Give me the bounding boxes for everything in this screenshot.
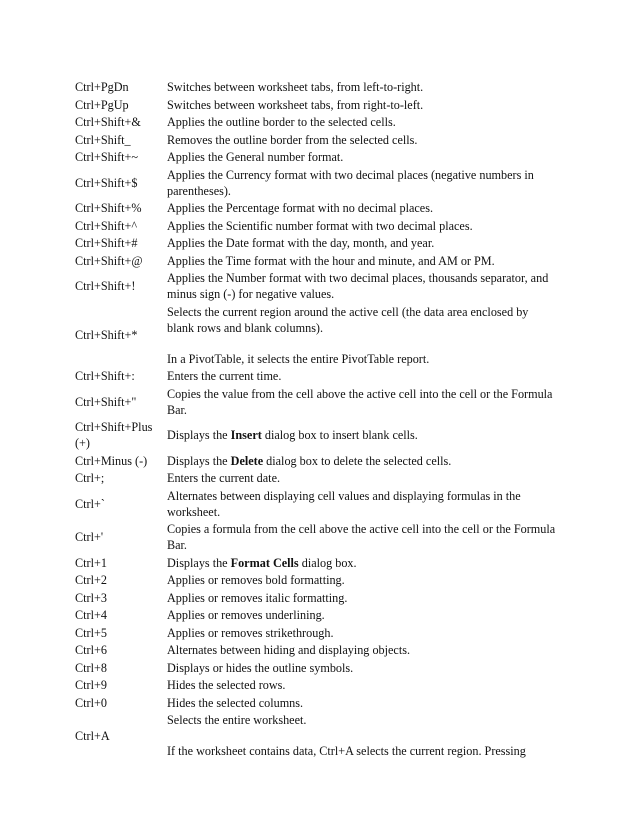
shortcut-description: [167, 607, 557, 625]
shortcut-description: [167, 590, 557, 608]
shortcut-key: Ctrl+A: [75, 728, 110, 743]
shortcut-row: [75, 470, 557, 488]
shortcut-key: Ctrl+2: [75, 573, 107, 587]
description-text: Applies or removes bold formatting.: [167, 573, 345, 587]
description-text: Applies the Date format with the day, month, and year.: [167, 236, 435, 250]
shortcut-key: Ctrl+Shift+^: [75, 218, 138, 233]
shortcut-description: [167, 625, 557, 643]
shortcut-description: [167, 79, 557, 97]
description-text: Switches between worksheet tabs, from left-to-right.: [167, 80, 424, 94]
document-page: [75, 79, 575, 761]
shortcut-description: [167, 470, 557, 488]
shortcut-description: [167, 218, 557, 236]
shortcut-row: [75, 149, 557, 167]
shortcut-row: [75, 677, 557, 695]
shortcut-description: [167, 235, 557, 253]
shortcut-row: [75, 642, 557, 660]
description-text: Alternates between displaying cell values and displaying formulas in the worksheet.: [167, 488, 521, 519]
description-paragraph: If the worksheet contains data, Ctrl+A selects the current region. Pressing: [167, 744, 526, 758]
shortcut-row: [75, 625, 557, 643]
shortcut-row: [75, 660, 557, 678]
shortcut-row: [75, 572, 557, 590]
description-text: Displays the: [167, 428, 231, 442]
shortcut-row: [75, 200, 557, 218]
description-text: Hides the selected rows.: [167, 678, 286, 692]
description-text: Hides the selected columns.: [167, 695, 304, 710]
shortcut-row: [75, 695, 557, 713]
description-text: Removes the outline border from the selected cells.: [167, 132, 418, 147]
description-text: Applies the General number format.: [167, 150, 344, 164]
shortcut-key: Ctrl+`: [75, 496, 105, 511]
shortcut-key: Ctrl+Shift+&: [75, 115, 141, 129]
description-text: dialog box to insert blank cells.: [261, 428, 418, 442]
shortcut-description: [167, 270, 557, 304]
shortcut-key: Ctrl+5: [75, 625, 107, 640]
shortcut-key: Ctrl+PgUp: [75, 97, 129, 112]
description-text: Switches between worksheet tabs, from right-to-left.: [167, 97, 424, 112]
shortcut-row: [75, 253, 557, 271]
shortcut-description: [167, 677, 557, 695]
shortcut-key: Ctrl+Shift+@: [75, 253, 143, 268]
description-text: Displays or hides the outline symbols.: [167, 660, 354, 675]
description-text: Applies or removes italic formatting.: [167, 590, 348, 605]
shortcut-key: Ctrl+3: [75, 590, 107, 605]
shortcut-key: Ctrl+Shift_: [75, 132, 131, 147]
shortcut-description: [167, 712, 557, 761]
description-text: dialog box to delete the selected cells.: [263, 453, 452, 468]
description-text: Applies the outline border to the selected cells.: [167, 115, 396, 129]
shortcut-row: [75, 114, 557, 132]
shortcut-table-body: [75, 79, 557, 761]
shortcut-key: Ctrl+4: [75, 608, 107, 622]
shortcut-table: [75, 79, 557, 761]
shortcut-row: [75, 488, 557, 522]
description-text: Copies a formula from the cell above the active cell into the cell or the Formula Bar.: [167, 522, 556, 552]
shortcut-row: [75, 167, 557, 201]
shortcut-row: [75, 132, 557, 150]
description-bold-text: Insert: [230, 428, 262, 442]
description-text: Applies the Scientific number format with two decimal places.: [167, 218, 473, 233]
description-bold-text: Format Cells: [230, 555, 299, 570]
description-text: Applies the Number format with two decimal places, thousands separator, and minus sign (-) for negative values.: [167, 271, 549, 301]
shortcut-description: [167, 386, 557, 420]
description-text: Applies or removes underlining.: [167, 608, 325, 622]
shortcut-description: [167, 114, 557, 132]
shortcut-description: [167, 200, 557, 218]
shortcut-description: [167, 660, 557, 678]
shortcut-row: [75, 712, 557, 761]
shortcut-description: [167, 149, 557, 167]
shortcut-description: [167, 453, 557, 471]
shortcut-description: [167, 253, 557, 271]
shortcut-key: Ctrl+Shift+!: [75, 279, 136, 293]
shortcut-key: Ctrl+8: [75, 660, 107, 675]
shortcut-row: [75, 368, 557, 386]
description-text: Enters the current time.: [167, 369, 282, 383]
shortcut-key: Ctrl+1: [75, 555, 107, 570]
description-text: Displays the: [167, 555, 231, 570]
shortcut-row: [75, 79, 557, 97]
shortcut-row: [75, 555, 557, 573]
description-text: Applies the Currency format with two decimal places (negative numbers in parentheses).: [167, 167, 534, 198]
shortcut-description: [167, 368, 557, 386]
shortcut-key: Ctrl+Shift+~: [75, 150, 139, 164]
shortcut-key: Ctrl+Shift+Plus (+): [75, 420, 153, 450]
shortcut-row: [75, 590, 557, 608]
description-text: Applies the Time format with the hour and minute, and AM or PM.: [167, 253, 495, 268]
description-text: Applies the Percentage format with no decimal places.: [167, 201, 434, 215]
shortcut-key: Ctrl+': [75, 530, 104, 544]
shortcut-row: [75, 419, 557, 453]
shortcut-description: [167, 132, 557, 150]
shortcut-key: Ctrl+PgDn: [75, 80, 129, 94]
description-text: Alternates between hiding and displaying objects.: [167, 643, 411, 657]
shortcut-key: Ctrl+9: [75, 678, 107, 692]
shortcut-description: [167, 642, 557, 660]
shortcut-row: [75, 304, 557, 369]
shortcut-key: Ctrl+6: [75, 643, 107, 657]
description-text: Applies or removes strikethrough.: [167, 625, 334, 640]
shortcut-key: Ctrl+Minus (-): [75, 453, 148, 468]
shortcut-key: Ctrl+Shift+%: [75, 201, 142, 215]
description-paragraph: In a PivotTable, it selects the entire PivotTable report.: [167, 351, 430, 366]
shortcut-description: [167, 419, 557, 453]
shortcut-row: [75, 270, 557, 304]
description-bold-text: Delete: [230, 453, 264, 468]
shortcut-row: [75, 386, 557, 420]
shortcut-row: [75, 218, 557, 236]
shortcut-row: [75, 453, 557, 471]
shortcut-row: [75, 97, 557, 115]
shortcut-key: Ctrl+;: [75, 471, 105, 485]
shortcut-key: Ctrl+Shift+": [75, 394, 137, 409]
shortcut-description: [167, 572, 557, 590]
description-text: Copies the value from the cell above the active cell into the cell or the Formula Bar.: [167, 386, 553, 417]
description-text: Enters the current date.: [167, 471, 281, 485]
shortcut-description: [167, 555, 557, 573]
description-paragraph: Selects the entire worksheet.: [167, 713, 307, 727]
shortcut-key: Ctrl+0: [75, 695, 107, 710]
shortcut-description: [167, 488, 557, 522]
shortcut-row: [75, 521, 557, 555]
shortcut-description: [167, 521, 557, 555]
shortcut-description: [167, 304, 557, 369]
description-text: dialog box.: [298, 555, 357, 570]
shortcut-key: Ctrl+Shift+*: [75, 328, 138, 342]
shortcut-key: Ctrl+Shift+$: [75, 175, 138, 190]
shortcut-description: [167, 97, 557, 115]
shortcut-key: Ctrl+Shift+:: [75, 369, 135, 383]
shortcut-key: Ctrl+Shift+#: [75, 236, 138, 250]
shortcut-row: [75, 235, 557, 253]
shortcut-row: [75, 607, 557, 625]
shortcut-description: [167, 167, 557, 201]
description-paragraph: Selects the current region around the active cell (the data area enclosed by blank rows and blank columns).: [167, 304, 529, 335]
description-text: Displays the: [167, 453, 231, 468]
shortcut-description: [167, 695, 557, 713]
